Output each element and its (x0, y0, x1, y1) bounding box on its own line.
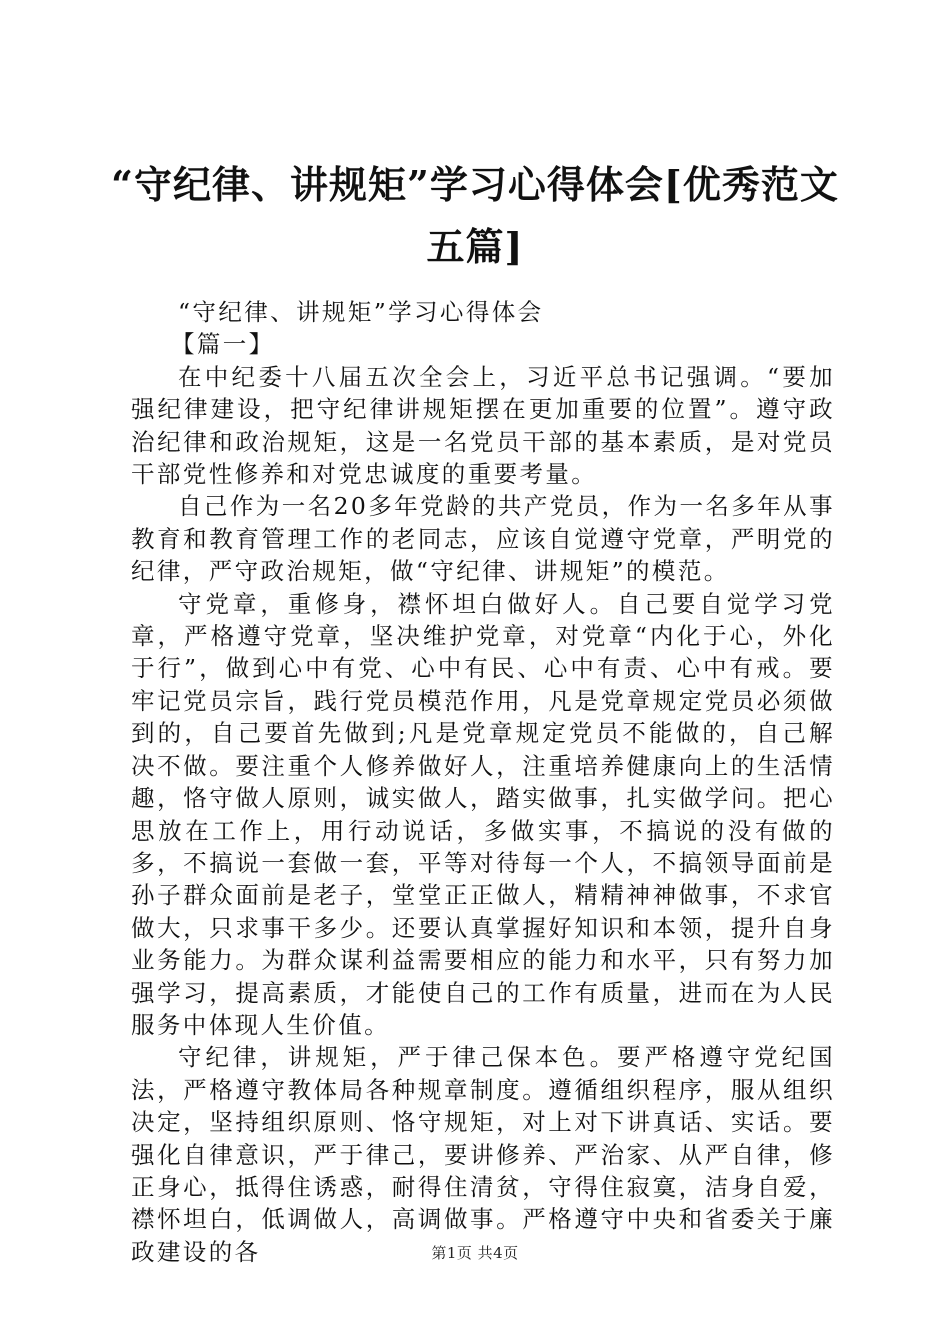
paragraph: 守纪律，讲规矩，严于律己保本色。要严格遵守党纪国法，严格遵守教体局各种规章制度。遵循组织程序，服从组织决定，坚持组织原则、恪守规矩，对上对下讲真话、实话。要强化自律意识，严于律己，要讲修养、严治家、从严自律，修正身心，抵得住诱惑，耐得住清贫，守得住寂寞，洁身自爱，襟怀坦白，低调做人，高调做事。严格遵守中央和省委关于廉政建设的各 (131, 1043, 835, 1266)
document-subtitle: “守纪律、讲规矩”学习心得体会 (178, 298, 544, 326)
document-title: “守纪律、讲规矩”学习心得体会[优秀范文五篇] (111, 162, 839, 269)
document-body (131, 296, 835, 1268)
page-footer: 第1页 共4页 (431, 1244, 519, 1262)
paragraph: 在中纪委十八届五次全会上，习近平总书记强调。“要加强纪律建设，把守纪律讲规矩摆在更加重要的位置”。遵守政治纪律和政治规矩，这是一名党员干部的基本素质，是对党员干部党性修养和对党忠诚度的重要考量。 (131, 362, 835, 489)
paragraph: 自己作为一名20多年党龄的共产党员，作为一名多年从事教育和教育管理工作的老同志，应该自觉遵守党章，严明党的纪律，严守政治规矩，做“守纪律、讲规矩”的模范。 (131, 492, 835, 586)
paragraph: 守党章，重修身，襟怀坦白做好人。自己要自觉学习党章，严格遵守党章，坚决维护党章，对党章“内化于心，外化于行”，做到心中有党、心中有民、心中有责、心中有戒。要牢记党员宗旨，践行党员模范作用，凡是党章规定党员必须做到的，自己要首先做到;凡是党章规定党员不能做的，自己解决不做。要注重个人修养做好人，注重培养健康向上的生活情趣，恪守做人原则，诚实做人，踏实做事，扎实做学问。把心思放在工作上，用行动说话，多做实事，不搞说的没有做的多，不搞说一套做一套，平等对待每一个人，不搞领导面前是孙子群众面前是老子，堂堂正正做人，精精神神做事，不求官做大，只求事干多少。还要认真掌握好知识和本领，提升自身业务能力。为群众谋利益需要相应的能力和水平，只有努力加强学习，提高素质，才能使自己的工作有质量，进而在为人民服务中体现人生价值。 (131, 589, 835, 1039)
section-label: 【篇一】 (170, 330, 275, 359)
